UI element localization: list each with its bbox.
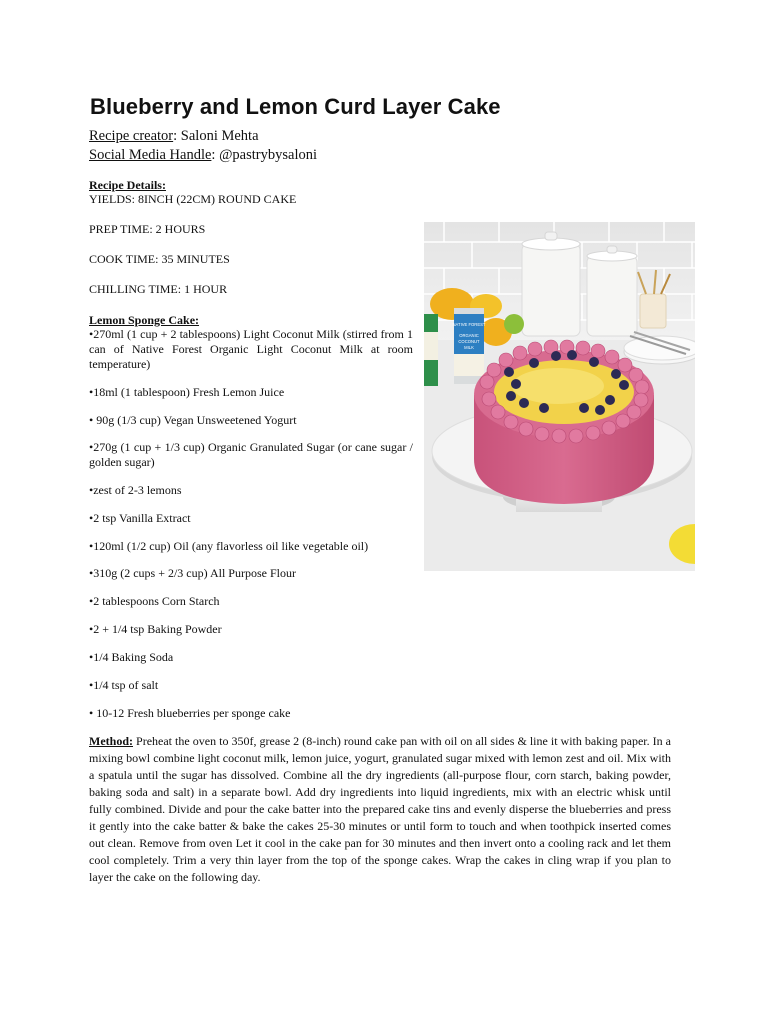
ingredient-item: •2 tsp Vanilla Extract [89, 511, 191, 525]
ingredient-item: •1/4 Baking Soda [89, 650, 174, 664]
social-handle-line [89, 147, 317, 164]
prep-time-line: PREP TIME: 2 HOURS [89, 222, 206, 236]
can-label: MILK [464, 345, 474, 350]
page-title: Blueberry and Lemon Curd Layer Cake [90, 94, 501, 119]
layer-cake [474, 340, 654, 504]
ingredient-item: •2 tablespoons Corn Starch [89, 594, 220, 608]
social-handle-value: : @pastrybysaloni [211, 147, 317, 163]
ingredient-item: •zest of 2-3 lemons [89, 483, 182, 497]
ingredient-item: • 90g (1/3 cup) Vegan Unsweetened Yogurt [89, 413, 297, 427]
can-label: ORGANIC [459, 333, 479, 338]
chilling-time-line: CHILLING TIME: 1 HOUR [89, 282, 228, 296]
ingredient-item: •120ml (1/2 cup) Oil (any flavorless oil like vegetable oil) [89, 539, 369, 553]
recipe-creator-line [89, 128, 259, 145]
can-label: NATIVE FOREST [452, 322, 486, 327]
can-label: COCONUT [458, 339, 480, 344]
ingredient-item: •270ml (1 cup + 2 tablespoons) Light Coconut Milk (stirred from 1 can of Native Forest Organic Light Coconut Milk at room temperature) [89, 327, 413, 371]
sponge-heading: Lemon Sponge Cake: [89, 313, 200, 327]
method-label: Method: [89, 734, 133, 748]
coconut-milk-cans [424, 308, 486, 386]
ingredient-item: •1/4 tsp of salt [89, 678, 159, 692]
social-handle-label: Social Media Handle [89, 147, 212, 163]
ingredient-item: •2 + 1/4 tsp Baking Powder [89, 622, 222, 636]
ingredient-item: •18ml (1 tablespoon) Fresh Lemon Juice [89, 385, 285, 399]
ingredient-item: • 10-12 Fresh blueberries per sponge cake [89, 706, 291, 720]
method-paragraph [89, 733, 671, 886]
cake-photo [424, 222, 695, 571]
recipe-creator-label: Recipe creator [89, 128, 174, 144]
cook-time-line: COOK TIME: 35 MINUTES [89, 252, 230, 266]
recipe-details-heading: Recipe Details: [89, 178, 166, 192]
method-text: Preheat the oven to 350f, grease 2 (8-inch) round cake pan with oil on all sides & line it with baking paper. In a mixing bowl combine light coconut milk, lemon juice, yogurt, granulated sugar mixed with lemon zest and oil. Mix with a spatula until the sugar has dissolved. Combine all the dry ingredients (all-purpose flour, corn starch, baking powder, baking soda and salt) in a separate bowl. Add dry ingredients into liquid ingredients, mix with an electric whisk until fully combined. Divide and pour the cake batter into the prepared cake tins and evenly disperse the blueberries and press it gently into the cake batter & bake the cakes 25-30 minutes or until form to touch and when toothpick inserted comes out clean. Remove from oven Let it cool in the cake pan for 30 minutes and then invert onto a cooling rack and let them cool completely. Trim a very thin layer from the top of the sponge cakes. Wrap the cakes in cling wrap if you plan to layer the cake on the following day. [89, 734, 671, 884]
yields-line: YIELDS: 8INCH (22CM) ROUND CAKE [89, 192, 297, 206]
ingredient-item: •310g (2 cups + 2/3 cup) All Purpose Flour [89, 566, 296, 580]
ingredient-item: •270g (1 cup + 1/3 cup) Organic Granulated Sugar (or cane sugar / golden sugar) [89, 440, 413, 469]
recipe-creator-value: : Saloni Mehta [173, 128, 259, 144]
